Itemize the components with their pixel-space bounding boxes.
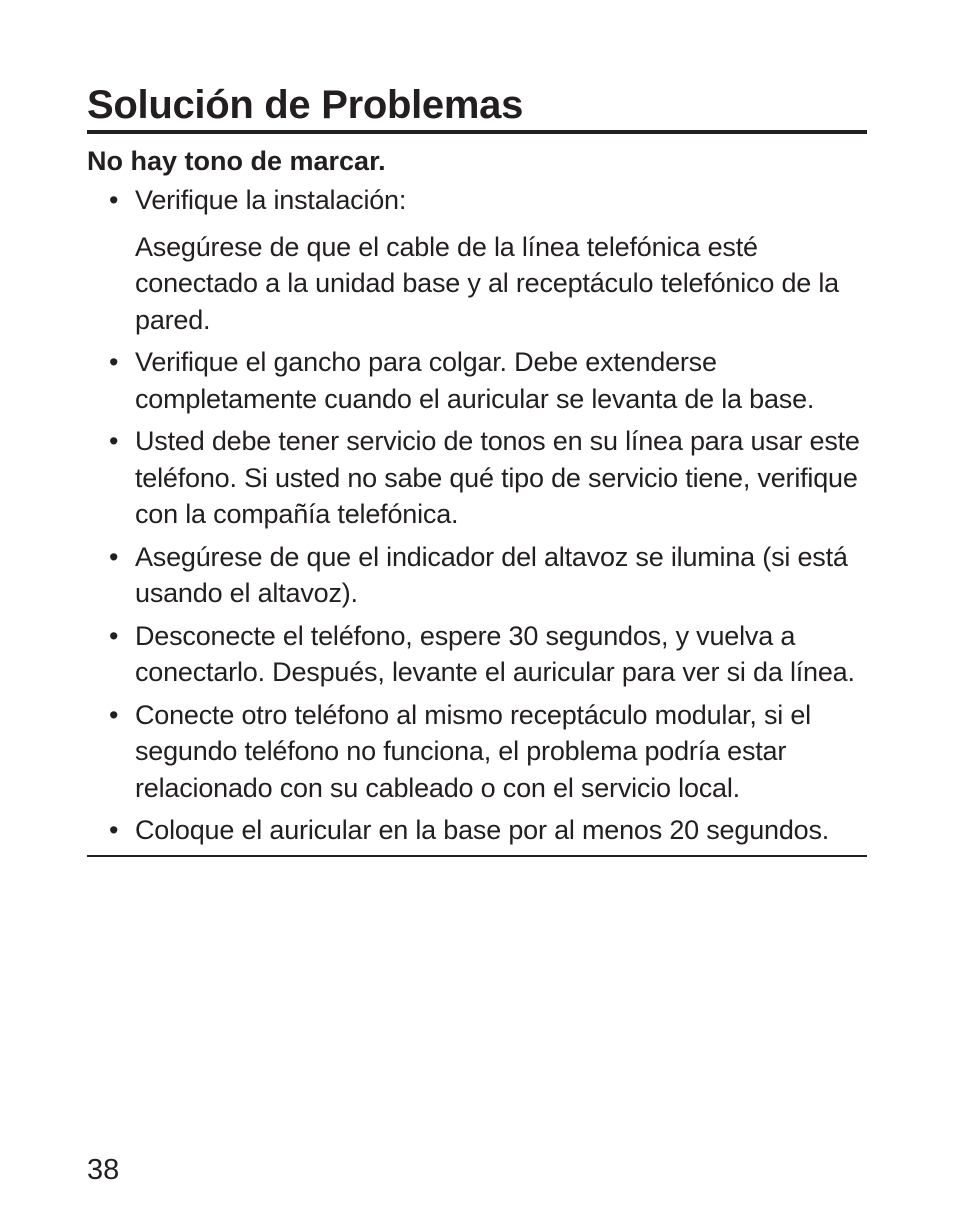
list-item-subtext: Asegúrese de que el cable de la línea telefónica esté conectado a la unidad base y al receptáculo telefónico de la pared.	[135, 231, 840, 335]
bullet-icon: •	[109, 185, 119, 215]
list-item-text: Desconecte el teléfono, espere 30 segundos, y vuelva a conectarlo. Después, levante el auricular para ver si da línea.	[135, 620, 855, 687]
list-item-text: Asegúrese de que el indicador del altavoz se ilumina (si está usando el altavoz).	[135, 541, 848, 608]
list-item-text: Usted debe tener servicio de tonos en su línea para usar este teléfono. Si usted no sabe qué tipo de servicio tiene, verifique con la compañía telefónica.	[135, 426, 860, 529]
bottom-divider	[87, 855, 867, 857]
list-item	[87, 697, 867, 807]
list-item	[87, 344, 867, 417]
bullet-icon: •	[109, 541, 119, 572]
troubleshooting-list	[87, 182, 867, 849]
bullet-icon: •	[109, 815, 119, 845]
list-item-text: Conecte otro teléfono al mismo receptáculo modular, si el segundo teléfono no funciona, el problema podría estar relacionado con su cableado o con el servicio local.	[135, 699, 811, 803]
list-item-text: Verifique el gancho para colgar. Debe extenderse completamente cuando el auricular se levanta de la base.	[135, 347, 815, 414]
bullet-icon: •	[109, 620, 119, 651]
list-item-text: Verifique la instalación:	[135, 185, 407, 215]
section-heading: No hay tono de marcar.	[87, 146, 386, 176]
list-item	[87, 539, 867, 612]
list-item	[87, 812, 867, 849]
bullet-icon: •	[109, 699, 119, 730]
page-number: 38	[87, 1154, 120, 1186]
bullet-icon: •	[109, 426, 119, 456]
list-item	[87, 618, 867, 691]
list-item	[87, 182, 867, 338]
manual-page	[87, 82, 867, 857]
list-item	[87, 423, 867, 533]
page-title: Solución de Problemas	[87, 82, 867, 134]
bullet-icon: •	[109, 347, 119, 377]
list-item-text: Coloque el auricular en la base por al menos 20 segundos.	[135, 815, 830, 845]
